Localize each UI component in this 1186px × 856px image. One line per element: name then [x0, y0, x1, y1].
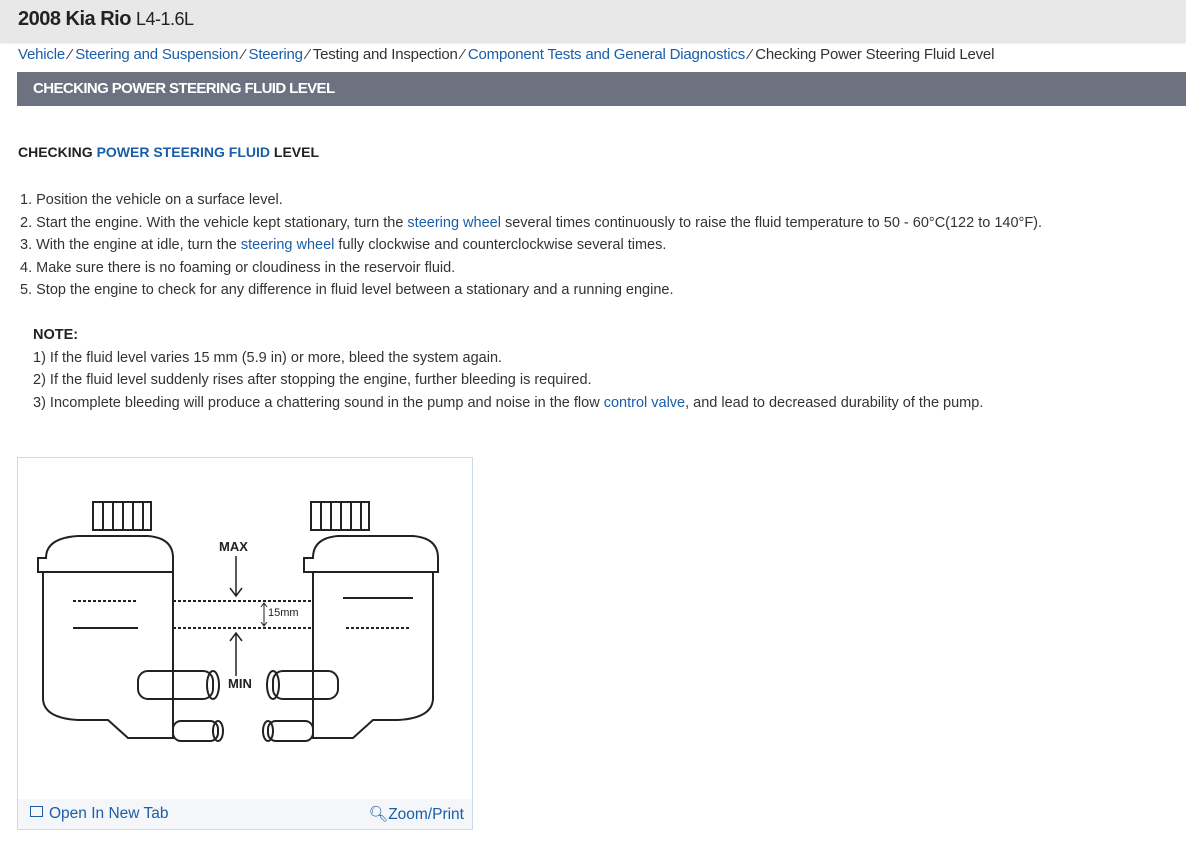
heading-post: LEVEL — [270, 144, 320, 160]
step-text: 4. Make sure there is no foaming or cloudiness in the reservoir fluid. — [20, 259, 456, 276]
engine-label: L4-1.6L — [136, 9, 194, 29]
page-title — [18, 8, 194, 31]
note-item: 1) If the fluid level varies 15 mm (5.9 in) or more, bleed the system again. — [33, 349, 503, 366]
left-reservoir — [38, 502, 223, 741]
steering-wheel-link[interactable]: steering wheel — [240, 237, 335, 253]
figure-footer — [18, 799, 472, 829]
vehicle-name: 2008 Kia Rio — [18, 8, 131, 30]
steps-list — [20, 189, 1042, 302]
figure-card — [17, 457, 473, 830]
step-5 — [20, 279, 1042, 302]
breadcrumb: Vehicle ⁄ Steering and Suspension ⁄ Steering ⁄ Testing and Inspection ⁄ Component Tests and General Diagnostics ⁄ Checking Power Steering Fluid Level — [18, 46, 995, 63]
step-3 — [20, 234, 1042, 257]
vehicle-header — [0, 0, 1186, 42]
breadcrumb-steering-suspension[interactable]: Steering and Suspension — [75, 46, 239, 63]
open-tab-label: Open In New Tab — [49, 805, 169, 822]
note-text: , and lead to decreased durability of the pump. — [685, 394, 984, 411]
zoom-print-link[interactable] — [369, 805, 465, 824]
breadcrumb-steering[interactable]: Steering — [248, 46, 303, 63]
zoom-print-label: Zoom/Print — [388, 806, 464, 823]
max-label: MAX — [219, 539, 248, 554]
step-text: fully clockwise and counterclockwise several times. — [334, 237, 667, 253]
control-valve-link[interactable]: control valve — [603, 394, 686, 411]
breadcrumb-current: Checking Power Steering Fluid Level — [755, 46, 995, 63]
breadcrumb-vehicle[interactable]: Vehicle — [18, 46, 65, 63]
steering-wheel-link[interactable]: steering wheel — [407, 214, 501, 231]
step-text: 2. Start the engine. With the vehicle kept stationary, turn the — [20, 214, 408, 231]
right-reservoir — [263, 502, 438, 741]
breadcrumb-component-tests[interactable]: Component Tests and General Diagnostics — [467, 46, 745, 63]
min-arrow — [230, 633, 242, 676]
step-text: 1. Position the vehicle on a surface level. — [20, 192, 283, 208]
power-steering-fluid-link[interactable]: POWER STEERING FLUID — [96, 144, 271, 160]
max-arrow — [230, 556, 242, 596]
breadcrumb-testing: Testing and Inspection — [312, 46, 458, 63]
open-in-new-tab-link[interactable] — [30, 805, 168, 823]
step-text: several times continuously to raise the fluid temperature to 50 - 60°C(122 to 140°F). — [500, 214, 1043, 231]
gap-label: 15mm — [268, 607, 299, 619]
section-banner — [17, 72, 1186, 106]
magnifier-icon: 🔍︎ — [368, 806, 389, 823]
step-text: 5. Stop the engine to check for any difference in fluid level between a stationary and a running engine. — [20, 282, 674, 298]
banner-title: CHECKING POWER STEERING FLUID LEVEL — [33, 80, 335, 97]
gap-arrow — [261, 603, 267, 626]
heading-pre: CHECKING — [18, 144, 97, 160]
step-text: 3. With the engine at idle, turn the — [20, 237, 241, 253]
note-item — [33, 392, 983, 415]
min-label: MIN — [228, 676, 252, 691]
note-title: NOTE: — [33, 327, 79, 343]
section-heading — [18, 144, 319, 160]
note-block — [33, 324, 983, 414]
note-item: 2) If the fluid level suddenly rises after stopping the engine, further bleeding is required. — [33, 372, 592, 388]
step-4 — [20, 257, 1042, 280]
new-tab-icon — [30, 806, 43, 817]
reservoir-diagram[interactable] — [18, 458, 472, 798]
note-text: 3) Incomplete bleeding will produce a chattering sound in the pump and noise in the flow — [33, 394, 604, 411]
step-1 — [20, 189, 1042, 212]
step-2 — [20, 212, 1042, 235]
